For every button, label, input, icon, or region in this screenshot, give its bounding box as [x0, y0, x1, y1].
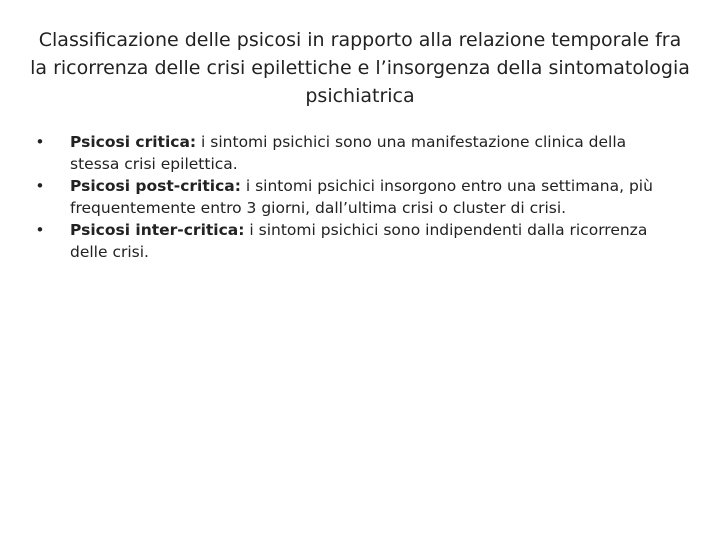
slide-title: Classificazione delle psicosi in rapporto alla relazione temporale fra la ricorrenza delle crisi epilettiche e l’insorgenza della sintomatologia psichiatrica: [30, 29, 690, 107]
bullet-item-psicosi-post-critica: [30, 175, 670, 219]
bullet-list: [30, 131, 670, 263]
bullet-icon: •: [35, 133, 45, 151]
bullet-icon: •: [35, 177, 45, 195]
bullet-term: Psicosi post-critica:: [70, 177, 241, 195]
bullet-text: i sintomi psichici sono una manifestazione clinica della stessa crisi epilettica.: [70, 133, 627, 173]
bullet-item-psicosi-critica: [30, 131, 670, 175]
bullet-icon: •: [35, 221, 45, 239]
bullet-term: Psicosi critica:: [70, 133, 197, 151]
bullet-item-psicosi-inter-critica: [30, 219, 670, 263]
bullet-term: Psicosi inter-critica:: [70, 221, 245, 239]
bullet-text: i sintomi psichici sono indipendenti dalla ricorrenza delle crisi.: [70, 221, 648, 261]
bullet-text: i sintomi psichici insorgono entro una settimana, più frequentemente entro 3 giorni, dall’ultima crisi o cluster di crisi.: [70, 177, 653, 217]
